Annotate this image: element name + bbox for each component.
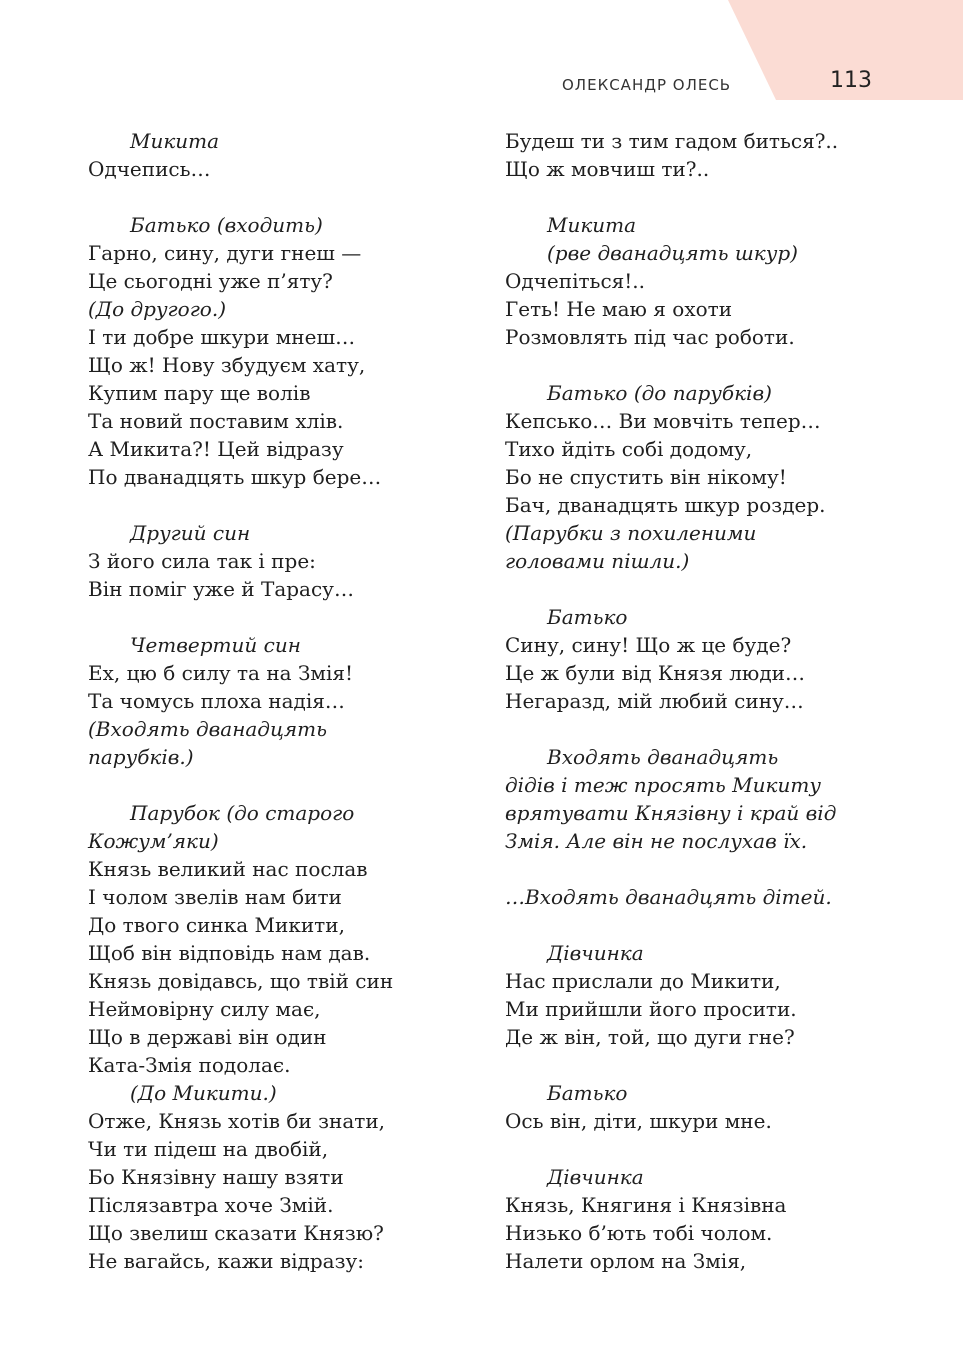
verse-line: Це сьогодні уже п’яту?: [88, 269, 333, 293]
stanza-gap: [505, 911, 925, 939]
stage-direction-line: Кожум’яки): [88, 829, 219, 853]
verse-line: Низько б’ють тобі чолом.: [505, 1221, 773, 1245]
stanza-gap: [505, 855, 925, 883]
verse-line: Та чомусь плоха надія…: [88, 689, 345, 713]
stanza-gap: [505, 183, 925, 211]
verse-line: Що звелиш сказати Князю?: [88, 1221, 384, 1245]
verse-line: Ось він, діти, шкури мне.: [505, 1109, 772, 1133]
speaker-line: Батько: [547, 605, 628, 629]
speaker-line: Батько (до парубків): [547, 381, 772, 405]
verse-line: Не вагайсь, кажи відразу:: [88, 1249, 364, 1273]
verse-line: Ми прийшли його просити.: [505, 997, 797, 1021]
speaker-line: Микита: [547, 213, 637, 237]
speaker-line: (рве дванадцять шкур): [547, 241, 798, 265]
verse-line: Нас прислали до Микити,: [505, 969, 781, 993]
verse-line: Одчепіться!..: [505, 269, 646, 293]
speaker-line: Четвертий син: [130, 633, 301, 657]
verse-line: Гарно, сину, дуги гнеш —: [88, 241, 362, 265]
verse-line: Ката-Змія подолає.: [88, 1053, 291, 1077]
verse-line: Що ж! Нову збудуєм хату,: [88, 353, 366, 377]
verse-line: І ти добре шкури мнеш…: [88, 325, 356, 349]
speaker-line: Парубок (до старого: [130, 801, 355, 825]
stanza-gap: [505, 575, 925, 603]
speaker-line: (До Микити.): [130, 1081, 277, 1105]
verse-line: Князь довідавсь, що твій син: [88, 969, 394, 993]
stage-direction-line: …Входять дванадцять дітей.: [505, 885, 832, 909]
speaker-line: Дівчинка: [547, 1165, 644, 1189]
stanza-gap: [505, 1051, 925, 1079]
verse-line: Одчепись…: [88, 157, 211, 181]
running-head: ОЛЕКСАНДР ОЛЕСЬ: [562, 76, 732, 94]
verse-line: Князь великий нас послав: [88, 857, 368, 881]
stanza-gap: [88, 603, 478, 631]
stage-direction-line: Змія. Але він не послухав їх.: [505, 829, 808, 853]
verse-line: Він поміг уже й Тарасу…: [88, 577, 354, 601]
stage-direction-line: (Парубки з похиленими: [505, 521, 757, 545]
speaker-line: Батько: [547, 1081, 628, 1105]
stage-direction-line: врятувати Князівну і край від: [505, 801, 837, 825]
verse-line: Розмовлять під час роботи.: [505, 325, 795, 349]
verse-line: Сину, сину! Що ж це буде?: [505, 633, 792, 657]
verse-line: Це ж були від Князя люди…: [505, 661, 805, 685]
verse-line: Післязавтра хоче Змій.: [88, 1193, 334, 1217]
verse-line: Будеш ти з тим гадом биться?..: [505, 129, 839, 153]
stage-direction-line: парубків.): [88, 745, 194, 769]
speaker-line: Микита: [130, 129, 220, 153]
speaker-line: Дівчинка: [547, 941, 644, 965]
verse-line: Що ж мовчиш ти?..: [505, 157, 710, 181]
speaker-line: Другий син: [130, 521, 251, 545]
stanza-gap: [88, 183, 478, 211]
verse-line: Бач, дванадцять шкур роздер.: [505, 493, 826, 517]
verse-line: Що в державі він один: [88, 1025, 327, 1049]
stanza-gap: [505, 715, 925, 743]
verse-line: Князь, Княгиня і Князівна: [505, 1193, 787, 1217]
verse-line: До твого синка Микити,: [88, 913, 345, 937]
verse-line: Отже, Князь хотів би знати,: [88, 1109, 386, 1133]
verse-line: Налети орлом на Змія,: [505, 1249, 747, 1273]
stage-direction-line: головами пішли.): [505, 549, 690, 573]
verse-line: Ех, цю б силу та на Змія!: [88, 661, 354, 685]
stanza-gap: [88, 771, 478, 799]
verse-line: Геть! Не маю я охоти: [505, 297, 733, 321]
verse-line: Бо не спустить він нікому!: [505, 465, 787, 489]
verse-line: Кепсько… Ви мовчіть тепер…: [505, 409, 821, 433]
verse-line: Де ж він, той, що дуги гне?: [505, 1025, 795, 1049]
verse-line: Негаразд, мій любий сину…: [505, 689, 804, 713]
stanza-gap: [88, 491, 478, 519]
verse-line: Чи ти підеш на двобій,: [88, 1137, 329, 1161]
verse-line: Купим пару ще волів: [88, 381, 311, 405]
verse-line: Щоб він відповідь нам дав.: [88, 941, 371, 965]
stanza-gap: [505, 1135, 925, 1163]
verse-line: Тихо йдіть собі додому,: [505, 437, 753, 461]
verse-line: З його сила так і пре:: [88, 549, 316, 573]
right-column: [505, 127, 925, 1275]
verse-line: А Микита?! Цей відразу: [88, 437, 344, 461]
verse-line: І чолом звелів нам бити: [88, 885, 342, 909]
stanza-gap: [505, 351, 925, 379]
verse-line: Неймовірну силу має,: [88, 997, 321, 1021]
verse-line: По дванадцять шкур бере…: [88, 465, 382, 489]
speaker-line: Входять дванадцять: [547, 745, 779, 769]
stage-direction-line: (Входять дванадцять: [88, 717, 328, 741]
speaker-line: Батько (входить): [130, 213, 323, 237]
verse-line: Та новий поставим хлів.: [88, 409, 344, 433]
stage-direction-line: (До другого.): [88, 297, 226, 321]
stage-direction-line: дідів і теж просять Микиту: [505, 773, 821, 797]
page-number: 113: [830, 68, 872, 93]
verse-line: Бо Князівну нашу взяти: [88, 1165, 344, 1189]
left-column: [88, 127, 478, 1275]
